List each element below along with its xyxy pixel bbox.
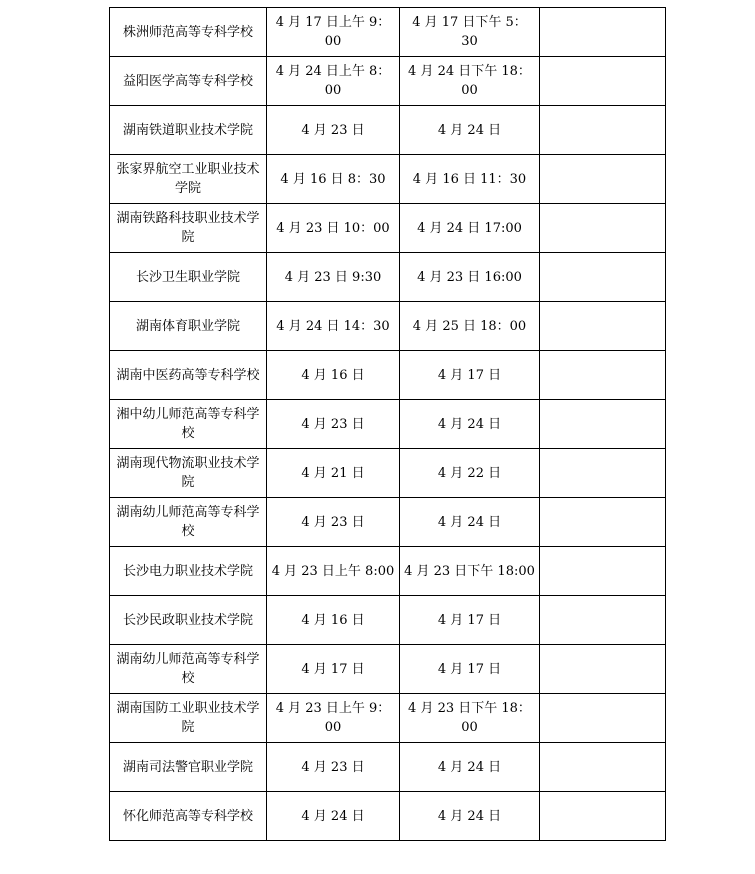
extra-cell bbox=[540, 400, 666, 449]
start-time-cell: 4 月 23 日 9:30 bbox=[267, 253, 400, 302]
start-time-cell: 4 月 16 日 bbox=[267, 351, 400, 400]
start-time-cell: 4 月 23 日 bbox=[267, 743, 400, 792]
extra-cell bbox=[540, 645, 666, 694]
end-time-cell: 4 月 24 日 bbox=[400, 400, 540, 449]
table-row bbox=[110, 498, 666, 547]
table-row bbox=[110, 253, 666, 302]
extra-cell bbox=[540, 792, 666, 841]
table-row bbox=[110, 351, 666, 400]
table-row bbox=[110, 155, 666, 204]
table-row bbox=[110, 743, 666, 792]
school-name-cell: 湖南铁道职业技术学院 bbox=[110, 106, 267, 155]
school-name-cell: 益阳医学高等专科学校 bbox=[110, 57, 267, 106]
start-time-cell: 4 月 16 日 bbox=[267, 596, 400, 645]
end-time-cell: 4 月 16 日 11：30 bbox=[400, 155, 540, 204]
start-time-cell: 4 月 23 日 bbox=[267, 498, 400, 547]
table-row bbox=[110, 645, 666, 694]
extra-cell bbox=[540, 155, 666, 204]
end-time-cell: 4 月 24 日 17:00 bbox=[400, 204, 540, 253]
extra-cell bbox=[540, 743, 666, 792]
start-time-cell: 4 月 23 日上午 8:00 bbox=[267, 547, 400, 596]
extra-cell bbox=[540, 694, 666, 743]
extra-cell bbox=[540, 351, 666, 400]
end-time-cell: 4 月 23 日下午 18:00 bbox=[400, 547, 540, 596]
end-time-cell: 4 月 24 日 bbox=[400, 498, 540, 547]
school-name-cell: 湖南司法警官职业学院 bbox=[110, 743, 267, 792]
end-time-cell: 4 月 17 日 bbox=[400, 596, 540, 645]
end-time-cell: 4 月 17 日 bbox=[400, 351, 540, 400]
extra-cell bbox=[540, 596, 666, 645]
end-time-cell: 4 月 24 日 bbox=[400, 792, 540, 841]
table-row bbox=[110, 400, 666, 449]
extra-cell bbox=[540, 547, 666, 596]
school-name-cell: 怀化师范高等专科学校 bbox=[110, 792, 267, 841]
start-time-cell: 4 月 16 日 8：30 bbox=[267, 155, 400, 204]
school-name-cell: 湖南中医药高等专科学校 bbox=[110, 351, 267, 400]
extra-cell bbox=[540, 204, 666, 253]
extra-cell bbox=[540, 302, 666, 351]
table-row bbox=[110, 57, 666, 106]
school-name-cell: 湘中幼儿师范高等专科学校 bbox=[110, 400, 267, 449]
end-time-cell: 4 月 23 日下午 18：00 bbox=[400, 694, 540, 743]
extra-cell bbox=[540, 449, 666, 498]
end-time-cell: 4 月 23 日 16:00 bbox=[400, 253, 540, 302]
school-name-cell: 株洲师范高等专科学校 bbox=[110, 8, 267, 57]
table-row bbox=[110, 792, 666, 841]
start-time-cell: 4 月 23 日 bbox=[267, 106, 400, 155]
table-row bbox=[110, 596, 666, 645]
table-row bbox=[110, 204, 666, 253]
table-row bbox=[110, 106, 666, 155]
extra-cell bbox=[540, 57, 666, 106]
school-name-cell: 长沙电力职业技术学院 bbox=[110, 547, 267, 596]
end-time-cell: 4 月 24 日 bbox=[400, 743, 540, 792]
school-name-cell: 湖南体育职业学院 bbox=[110, 302, 267, 351]
end-time-cell: 4 月 22 日 bbox=[400, 449, 540, 498]
end-time-cell: 4 月 17 日 bbox=[400, 645, 540, 694]
start-time-cell: 4 月 24 日上午 8：00 bbox=[267, 57, 400, 106]
school-name-cell: 长沙民政职业技术学院 bbox=[110, 596, 267, 645]
start-time-cell: 4 月 23 日 10：00 bbox=[267, 204, 400, 253]
table-row bbox=[110, 449, 666, 498]
extra-cell bbox=[540, 253, 666, 302]
extra-cell bbox=[540, 106, 666, 155]
start-time-cell: 4 月 21 日 bbox=[267, 449, 400, 498]
school-name-cell: 湖南铁路科技职业技术学院 bbox=[110, 204, 267, 253]
school-name-cell: 张家界航空工业职业技术学院 bbox=[110, 155, 267, 204]
table-row bbox=[110, 8, 666, 57]
school-name-cell: 长沙卫生职业学院 bbox=[110, 253, 267, 302]
end-time-cell: 4 月 17 日下午 5：30 bbox=[400, 8, 540, 57]
start-time-cell: 4 月 23 日 bbox=[267, 400, 400, 449]
start-time-cell: 4 月 24 日 bbox=[267, 792, 400, 841]
extra-cell bbox=[540, 8, 666, 57]
end-time-cell: 4 月 24 日下午 18：00 bbox=[400, 57, 540, 106]
school-name-cell: 湖南幼儿师范高等专科学校 bbox=[110, 498, 267, 547]
table-row bbox=[110, 547, 666, 596]
table-row bbox=[110, 694, 666, 743]
school-name-cell: 湖南国防工业职业技术学院 bbox=[110, 694, 267, 743]
end-time-cell: 4 月 25 日 18：00 bbox=[400, 302, 540, 351]
table-row bbox=[110, 302, 666, 351]
extra-cell bbox=[540, 498, 666, 547]
schedule-table bbox=[109, 7, 666, 841]
start-time-cell: 4 月 17 日 bbox=[267, 645, 400, 694]
start-time-cell: 4 月 23 日上午 9：00 bbox=[267, 694, 400, 743]
start-time-cell: 4 月 17 日上午 9：00 bbox=[267, 8, 400, 57]
schedule-table-body bbox=[110, 8, 666, 841]
start-time-cell: 4 月 24 日 14：30 bbox=[267, 302, 400, 351]
end-time-cell: 4 月 24 日 bbox=[400, 106, 540, 155]
school-name-cell: 湖南幼儿师范高等专科学校 bbox=[110, 645, 267, 694]
school-name-cell: 湖南现代物流职业技术学院 bbox=[110, 449, 267, 498]
